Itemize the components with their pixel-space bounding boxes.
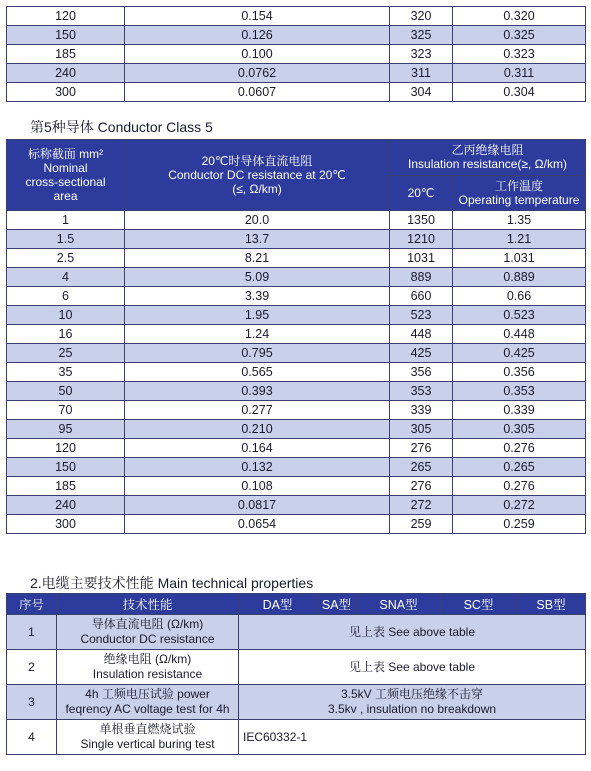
table-cell: 150	[7, 26, 125, 45]
table-cell: 8.21	[125, 249, 390, 268]
table-cell: 35	[7, 363, 125, 382]
table-cell: 0.0817	[125, 496, 390, 515]
table-row	[7, 230, 586, 249]
table-cell: 3.39	[125, 287, 390, 306]
table-row	[7, 83, 586, 102]
table-cell: 0.276	[453, 439, 586, 458]
table-row	[7, 325, 586, 344]
table-row	[7, 615, 586, 650]
table-cell: 323	[390, 45, 453, 64]
table-cell: 1.21	[453, 230, 586, 249]
property-name: 单根垂直燃烧试验 Single vertical buring test	[57, 720, 239, 755]
table-cell: 16	[7, 325, 125, 344]
table-cell: 0.0762	[125, 64, 390, 83]
table-cell: 339	[390, 401, 453, 420]
table-cell: 272	[390, 496, 453, 515]
table-cell: 13.7	[125, 230, 390, 249]
header-dc-resistance: 20℃时导体直流电阻 Conductor DC resistance at 20℃ (≤, Ω/km)	[125, 140, 390, 211]
top-resistance-table	[6, 6, 586, 102]
class5-table-body	[6, 210, 586, 534]
table-row	[7, 685, 586, 720]
table-cell: 120	[7, 439, 125, 458]
table-row	[7, 7, 586, 26]
property-value: 见上表 See above table	[239, 615, 586, 650]
table-row	[7, 477, 586, 496]
table-cell: 185	[7, 477, 125, 496]
table-row	[7, 45, 586, 64]
main-properties-table	[6, 593, 586, 755]
table-cell: 0.448	[453, 325, 586, 344]
table-cell: 1350	[390, 211, 453, 230]
table-cell: 20.0	[125, 211, 390, 230]
table-cell: 0.154	[125, 7, 390, 26]
table-cell: 0.356	[453, 363, 586, 382]
row-number: 3	[7, 685, 57, 720]
table-cell: 300	[7, 515, 125, 534]
table-cell: 0.265	[453, 458, 586, 477]
table-cell: 5.09	[125, 268, 390, 287]
table-row	[7, 26, 586, 45]
table-row	[7, 515, 586, 534]
table-cell: 1210	[390, 230, 453, 249]
table-cell: 353	[390, 382, 453, 401]
table-cell: 120	[7, 7, 125, 26]
row-number: 4	[7, 720, 57, 755]
table-row	[7, 420, 586, 439]
table-cell: 2.5	[7, 249, 125, 268]
table-cell: 0.0654	[125, 515, 390, 534]
property-value: 见上表 See above table	[239, 650, 586, 685]
table-cell: 300	[7, 83, 125, 102]
table-cell: 0.795	[125, 344, 390, 363]
table-row	[7, 306, 586, 325]
header-operating-temp: 工作温度 Operating temperature	[453, 175, 586, 211]
table-cell: 0.0607	[125, 83, 390, 102]
table-cell: 0.353	[453, 382, 586, 401]
table-cell: 0.277	[125, 401, 390, 420]
table-row	[7, 439, 586, 458]
table-cell: 0.425	[453, 344, 586, 363]
table-cell: 4	[7, 268, 125, 287]
table-cell: 0.108	[125, 477, 390, 496]
row-number: 1	[7, 615, 57, 650]
props-header-cell: 序号	[7, 594, 57, 615]
table-cell: 1	[7, 211, 125, 230]
table-row	[7, 249, 586, 268]
table-cell: 1031	[390, 249, 453, 268]
table-cell: 1.5	[7, 230, 125, 249]
table-cell: 0.523	[453, 306, 586, 325]
table-cell: 304	[390, 83, 453, 102]
table-cell: 240	[7, 496, 125, 515]
table-cell: 150	[7, 458, 125, 477]
table-cell: 1.35	[453, 211, 586, 230]
table-cell: 0.210	[125, 420, 390, 439]
table-cell: 305	[390, 420, 453, 439]
table-cell: 320	[390, 7, 453, 26]
table-cell: 0.304	[453, 83, 586, 102]
table-cell: 0.320	[453, 7, 586, 26]
table-row	[7, 64, 586, 83]
table-cell: 0.889	[453, 268, 586, 287]
table-cell: 6	[7, 287, 125, 306]
table-cell: 889	[390, 268, 453, 287]
header-nominal-area: 标称截面 mm² Nominal cross-sectional area	[7, 140, 125, 211]
table-row	[7, 720, 586, 755]
table-cell: 311	[390, 64, 453, 83]
table-cell: 0.323	[453, 45, 586, 64]
table-cell: 1.95	[125, 306, 390, 325]
table-row	[7, 382, 586, 401]
props-header-cell: DA型	[239, 594, 317, 615]
table-cell: 660	[390, 287, 453, 306]
header-20c: 20℃	[390, 175, 453, 211]
table-cell: 259	[390, 515, 453, 534]
section-title-class5: 第5种导体 Conductor Class 5	[30, 119, 213, 135]
header-insulation-resistance: 乙丙绝缘电阻 Insulation resistance(≥, Ω/km)	[390, 140, 586, 176]
property-name: 导体直流电阻 (Ω/km) Conductor DC resistance	[57, 615, 239, 650]
props-header-cell: 技术性能	[57, 594, 239, 615]
table-cell: 10	[7, 306, 125, 325]
table-cell: 0.259	[453, 515, 586, 534]
table-cell: 276	[390, 439, 453, 458]
class5-table-header	[6, 139, 586, 211]
property-value: 3.5kV 工频电压绝缘不击穿 3.5kv , insulation no breakdown	[239, 685, 586, 720]
property-name: 4h 工频电压试验 power feqrency AC voltage test for 4h	[57, 685, 239, 720]
table-cell: 523	[390, 306, 453, 325]
row-number: 2	[7, 650, 57, 685]
table-cell: 0.305	[453, 420, 586, 439]
props-header-cell: SB型	[517, 594, 586, 615]
table-cell: 356	[390, 363, 453, 382]
table-row	[7, 650, 586, 685]
property-value: IEC60332-1	[239, 720, 586, 755]
table-cell: 448	[390, 325, 453, 344]
table-cell: 0.311	[453, 64, 586, 83]
table-row	[7, 268, 586, 287]
table-cell: 0.325	[453, 26, 586, 45]
table-cell: 265	[390, 458, 453, 477]
table-cell: 0.100	[125, 45, 390, 64]
table-row	[7, 458, 586, 477]
props-header-cell: SC型	[441, 594, 517, 615]
table-cell: 325	[390, 26, 453, 45]
section-title-main-properties: 2.电缆主要技术性能 Main technical properties	[30, 575, 314, 591]
table-cell: 0.272	[453, 496, 586, 515]
table-cell: 95	[7, 420, 125, 439]
table-cell: 25	[7, 344, 125, 363]
table-cell: 0.393	[125, 382, 390, 401]
table-cell: 0.276	[453, 477, 586, 496]
table-row	[7, 287, 586, 306]
table-cell: 276	[390, 477, 453, 496]
table-row	[7, 211, 586, 230]
table-cell: 0.164	[125, 439, 390, 458]
props-header-cell: SNA型	[357, 594, 441, 615]
table-cell: 70	[7, 401, 125, 420]
table-row	[7, 496, 586, 515]
props-header-cell: SA型	[317, 594, 357, 615]
table-cell: 0.565	[125, 363, 390, 382]
table-cell: 425	[390, 344, 453, 363]
table-cell: 1.24	[125, 325, 390, 344]
table-cell: 0.126	[125, 26, 390, 45]
table-row	[7, 344, 586, 363]
property-name: 绝缘电阻 (Ω/km) Insulation resistance	[57, 650, 239, 685]
table-cell: 1.031	[453, 249, 586, 268]
table-cell: 0.66	[453, 287, 586, 306]
table-cell: 0.339	[453, 401, 586, 420]
table-cell: 185	[7, 45, 125, 64]
table-row	[7, 363, 586, 382]
table-cell: 0.132	[125, 458, 390, 477]
table-row	[7, 401, 586, 420]
table-cell: 50	[7, 382, 125, 401]
table-cell: 240	[7, 64, 125, 83]
